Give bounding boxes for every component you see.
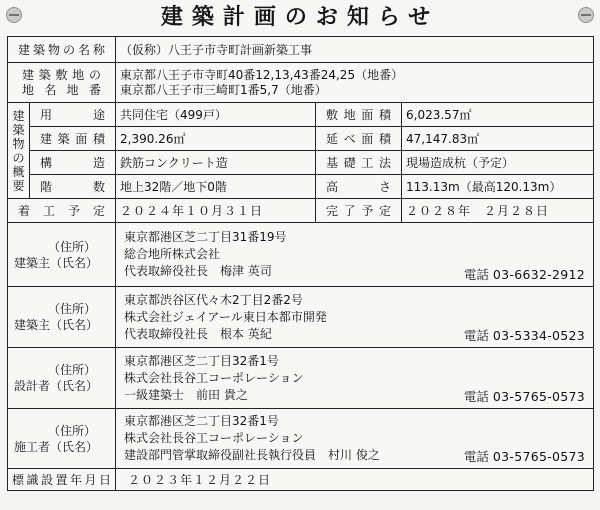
row-overview-1 — [8, 103, 594, 127]
row-owner-2 — [8, 287, 594, 348]
row-contractor — [8, 409, 594, 469]
site-area-label: 敷地面積 — [316, 103, 402, 127]
owner-1-label — [8, 223, 116, 287]
owner-1-details — [116, 223, 594, 287]
phone-label: 電話 — [463, 267, 489, 282]
sign-title: 建築計画のお知らせ — [160, 5, 440, 30]
row-overview-3 — [8, 151, 594, 175]
use-label: 用 途 — [30, 103, 116, 127]
owner-2-address-tag: （住所） — [48, 302, 97, 316]
floor-area-value: 47,147.83㎡ — [402, 127, 594, 151]
overview-char: 物 — [12, 136, 25, 151]
sign-date-value: ２０２３年１２月２２日 — [116, 469, 594, 491]
start-label: 着工予定 — [8, 199, 116, 223]
floors-value: 地上32階／地下0階 — [116, 175, 316, 199]
contractor-phone — [464, 448, 585, 465]
height-label: 高 さ — [316, 175, 402, 199]
owner-1-address: 東京都港区芝二丁目31番19号 — [124, 230, 287, 244]
phone-label: 電話 — [463, 449, 489, 464]
start-date: ２０２４年１０月３１日 — [116, 199, 316, 223]
end-date: ２０２８年 ２月２８日 — [402, 199, 594, 223]
contractor-details — [116, 409, 594, 469]
overview-char: の — [12, 150, 25, 165]
site-address-line2: 東京都八王子市三崎町1番5,7（地番） — [120, 82, 327, 97]
title-bar — [0, 0, 600, 36]
contractor-label — [8, 409, 116, 469]
overview-char: 築 — [12, 122, 25, 137]
owner-1-role: 建築主（氏名） — [14, 255, 99, 270]
row-overview-2 — [8, 127, 594, 151]
designer-company: 株式会社長谷工コーポレーション — [124, 370, 304, 385]
site-address-label-line2: 地名地番 — [22, 82, 102, 97]
owner-1-address-tag: （住所） — [48, 239, 97, 254]
row-building-name — [8, 37, 594, 63]
site-address-line1: 東京都八王子市寺町40番12,13,43番24,25（地番） — [120, 67, 404, 82]
overview-char: 建 — [12, 108, 25, 123]
foundation-label: 基礎工法 — [316, 151, 402, 175]
owner-2-person: 代表取締役社長 根本 英紀 — [124, 326, 272, 341]
designer-role: 設計者（氏名） — [14, 379, 99, 393]
owner-2-role: 建築主（氏名） — [14, 318, 99, 332]
owner-1-person: 代表取締役社長 梅津 英司 — [124, 264, 272, 278]
overview-char: 概 — [12, 164, 25, 179]
contractor-address-tag: （住所） — [48, 423, 97, 438]
screw-icon — [578, 7, 594, 23]
owner-2-details — [116, 287, 594, 348]
row-designer — [8, 348, 594, 409]
contractor-company: 株式会社長谷工コーポレーション — [124, 431, 304, 445]
row-sign-date — [8, 469, 594, 491]
row-site-address — [8, 63, 594, 103]
contractor-address: 東京都港区芝二丁目32番1号 — [124, 414, 279, 428]
contractor-role: 施工者（氏名） — [14, 439, 99, 454]
phone-number: 03-5765-0573 — [492, 389, 586, 404]
designer-address-tag: （住所） — [48, 363, 97, 377]
phone-number: 03-6632-2912 — [492, 267, 586, 282]
overview-char: 要 — [12, 178, 25, 193]
row-owner-1 — [8, 223, 594, 287]
row-schedule — [8, 199, 594, 223]
building-area-label: 建築面積 — [30, 127, 116, 151]
floors-label: 階 数 — [30, 175, 116, 199]
site-area-value: 6,023.57㎡ — [402, 103, 594, 127]
notice-table — [7, 36, 594, 491]
designer-label — [8, 348, 116, 409]
site-address-label-line1: 建築敷地の — [22, 67, 102, 82]
owner-2-label — [8, 287, 116, 348]
phone-number: 03-5334-0523 — [492, 328, 586, 343]
building-area-value: 2,390.26㎡ — [116, 127, 316, 151]
owner-2-address: 東京都渋谷区代々木2丁目2番2号 — [124, 292, 303, 307]
owner-2-company: 株式会社ジェイアール東日本都市開発 — [124, 309, 327, 324]
building-name-value: （仮称）八王子市寺町計画新築工事 — [116, 37, 594, 63]
row-overview-4 — [8, 175, 594, 199]
use-value: 共同住宅（499戸） — [116, 103, 316, 127]
phone-number: 03-5765-0573 — [492, 449, 586, 464]
site-address-label — [8, 63, 116, 103]
designer-address: 東京都港区芝二丁目32番1号 — [124, 353, 279, 368]
structure-label: 構 造 — [30, 151, 116, 175]
sign-date-label: 標識設置年月日 — [8, 469, 116, 491]
designer-person: 一級建築士 前田 貴之 — [124, 387, 248, 402]
screw-icon — [6, 7, 22, 23]
designer-details — [116, 348, 594, 409]
owner-1-company: 総合地所株式会社 — [124, 247, 221, 261]
designer-phone — [464, 388, 585, 405]
contractor-person: 建設部門管掌取締役副社長執行役員 村川 俊之 — [124, 448, 380, 462]
phone-label: 電話 — [463, 328, 489, 343]
building-name-label: 建築物の名称 — [8, 37, 116, 63]
foundation-value: 現場造成杭（予定） — [402, 151, 594, 175]
owner-2-phone — [464, 327, 585, 344]
phone-label: 電話 — [463, 389, 489, 404]
floor-area-label: 延べ面積 — [316, 127, 402, 151]
height-value: 113.13m（最高120.13m） — [402, 175, 594, 199]
structure-value: 鉄筋コンクリート造 — [116, 151, 316, 175]
owner-1-phone — [464, 266, 585, 283]
overview-group-label — [8, 103, 30, 199]
site-address-value — [116, 63, 594, 103]
end-label: 完了予定 — [316, 199, 402, 223]
